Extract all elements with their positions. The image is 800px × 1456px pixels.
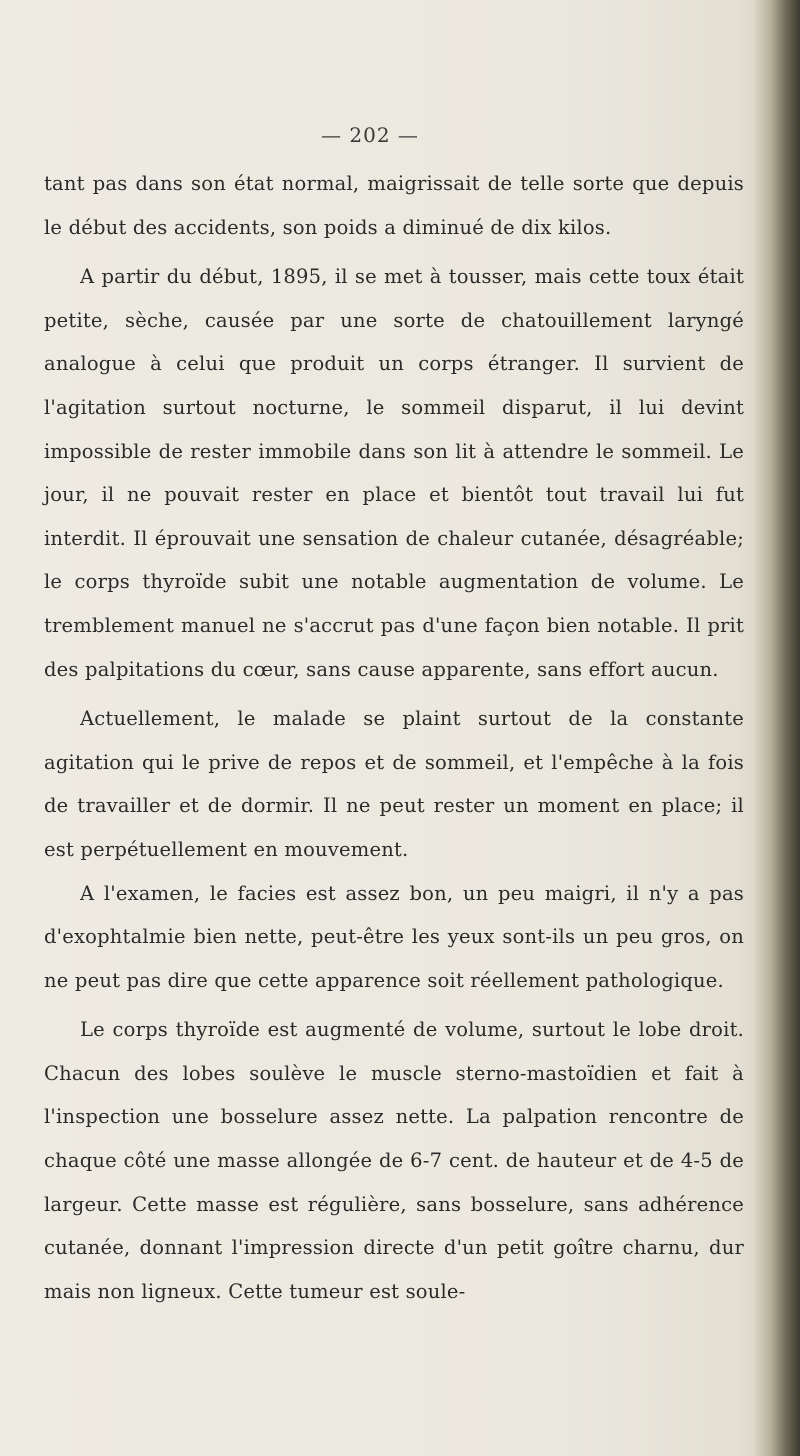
page-binding-edge	[754, 0, 800, 1456]
paragraph-1: tant pas dans son état normal, maigrissait de telle sorte que depuis le début des accidents, son poids a diminué de dix kilos.	[44, 172, 744, 239]
paragraph-5: Le corps thyroïde est augmenté de volume, surtout le lobe droit. Chacun des lobes soulève le muscle sterno-mastoïdien et fait à l'inspection une bosselure assez nette. La palpation rencontre de chaque côté une masse allongée de 6-7 cent. de hauteur et de 4-5 de largeur. Cette masse est régulière, sans bosselure, sans adhérence cutanée, donnant l'impression directe d'un petit goître charnu, dur mais non ligneux. Cette tumeur est soule-	[44, 1018, 744, 1303]
page-number: — 202 —	[321, 123, 419, 147]
body-text	[44, 162, 744, 1313]
paragraph-2: A partir du début, 1895, il se met à tousser, mais cette toux était petite, sèche, causée par une sorte de chatouillement laryngé analogue à celui que produit un corps étranger. Il survient de l'agitation surtout nocturne, le sommeil disparut, il lui devint impossible de rester immobile dans son lit à attendre le sommeil. Le jour, il ne pouvait rester en place et bientôt tout travail lui fut interdit. Il éprouvait une sensation de chaleur cutanée, désagréable; le corps thyroïde subit une notable augmentation de volume. Le tremblement manuel ne s'accrut pas d'une façon bien notable. Il prit des palpitations du cœur, sans cause apparente, sans effort aucun.	[44, 265, 744, 681]
paragraph-3: Actuellement, le malade se plaint surtout de la constante agitation qui le prive de repos et de sommeil, et l'empêche à la fois de travailler et de dormir. Il ne peut rester un moment en place; il est perpétuellement en mouvement.	[44, 707, 744, 861]
paragraph-4: A l'examen, le facies est assez bon, un peu maigri, il n'y a pas d'exophtalmie bien nette, peut-être les yeux sont-ils un peu gros, on ne peut pas dire que cette apparence soit réellement pathologique.	[44, 881, 744, 992]
